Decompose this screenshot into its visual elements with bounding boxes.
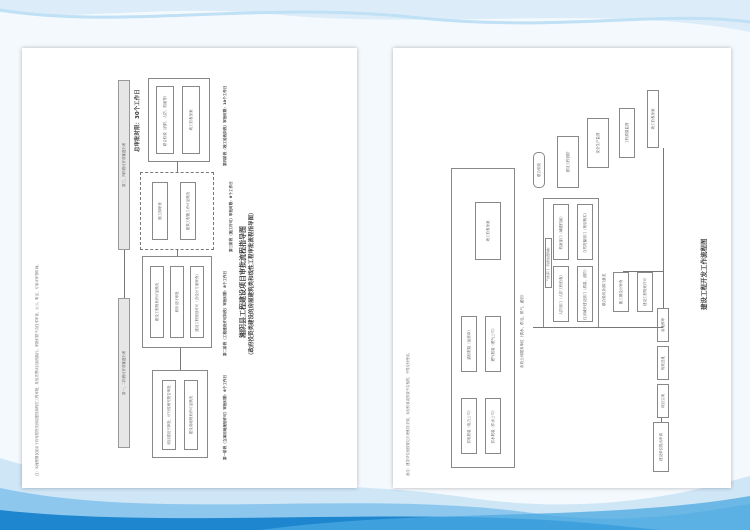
panel-item-5: 气象部门（防雷装置验收）: [545, 238, 552, 288]
flow-arrow-1: [180, 348, 181, 370]
top-box-1: 竣工验收备案: [647, 90, 659, 148]
lower-box-1: 供水报装（供水公司）: [485, 398, 501, 454]
left-subtitle: （政府投资类建设的房屋建筑类和线性工程审批流程指导图）: [249, 209, 255, 358]
flow-arrow-2: [177, 250, 178, 256]
stage1-box-2: 建设用地规划许可证核发: [184, 380, 198, 450]
stage2-label: 第二阶段（工程建设许可阶段）审批时限：8个工作日: [223, 270, 227, 356]
right-page: [393, 48, 731, 488]
right-note: 备注：建设单位应按规定办理相关手续，未经验收或验收不合格的，不得交付使用。: [406, 350, 410, 476]
stage1-label: 第一阶段（立项用地规划许可）审批时限：6个工作日: [223, 374, 227, 460]
center-box-2: 施工图设计审查: [613, 272, 629, 312]
left-page: [22, 48, 357, 488]
bottom-gray-box-right: 第三、四阶段可并联推进办理: [118, 80, 130, 250]
flow-arrow-3: [177, 162, 178, 172]
lower-title: 市政公用服务单位（供水、供电、供气、通信）: [520, 292, 524, 368]
left-page-content: [22, 48, 357, 488]
stage1-box-1: 项目建议书审批、可行性研究报告审批: [162, 380, 176, 450]
stage4-label: 第四阶段（竣工验收阶段）审批时限：10个工作日: [223, 85, 227, 166]
start-box: 建设单位提出申请: [653, 422, 669, 472]
connector-3: [623, 271, 663, 272]
top-box-4: 建设工程消防: [557, 136, 579, 188]
connector-2: [663, 148, 664, 308]
left-chain-box-3: 用地预审: [657, 308, 669, 342]
top-box-2: 工程质量监督: [619, 108, 635, 158]
bottom-connector: [124, 250, 125, 298]
left-note: 注：本流程图仅适用于政府投资类房屋建筑和线性工程审批，其他类型项目参照执行。审批时限不含技术审查、公示、听证、专家评审等时间。: [35, 262, 39, 476]
right-title: 建设工程开发工作流程图: [700, 238, 708, 310]
lower-box-4: 通信报装（运营商）: [461, 316, 477, 372]
stage3-box-2: 建筑工程施工许可证核发: [180, 182, 196, 240]
stage2-box-1: 建设工程规划许可证核发: [150, 266, 164, 338]
panel-item-2: 自然资源部门（规划核实）: [577, 204, 593, 260]
stage2-box-2: 初步设计审批: [170, 266, 184, 338]
stage3-box-1: 施工图审查: [152, 182, 168, 240]
stage1-frame: [152, 370, 208, 458]
bottom-gray-box-left: 第一、二阶段可并联推进办理: [118, 298, 130, 448]
left-chain-box-2: 规划选址: [657, 346, 669, 380]
panel-item-3: 人防部门（人防工程验收）: [553, 266, 569, 322]
lower-box-5: 竣工验收备案: [475, 202, 501, 260]
connector-4: [533, 327, 663, 328]
lower-box-2: 供电报装（电力公司）: [461, 398, 477, 454]
panel-item-1: 住房城乡建设部门（质量、消防）: [577, 266, 593, 322]
right-page-content: [393, 48, 731, 488]
center-box-1: 建设工程规划许可: [637, 272, 653, 312]
left-chain-box-1: 项目立项: [657, 384, 669, 418]
left-title: 湘阴县工程建设项目审批流程指导图: [239, 226, 247, 338]
lower-box-3: 燃气报装（燃气公司）: [485, 316, 501, 372]
stage2-box-3: 建设工程规划许可（含设计方案审查）: [190, 266, 204, 338]
stage3-label: 第三阶段（施工许可）审批时限：6个工作日: [229, 181, 233, 252]
panel-title: 联合验收各部门意见: [602, 273, 606, 306]
top-box-3: 安全生产监督: [587, 118, 609, 168]
rounded-box: 联合验收: [533, 152, 545, 188]
stage4-box-2: 竣工验收备案: [182, 86, 200, 154]
panel-item-4: 档案部门（城建档案）: [553, 204, 569, 260]
stage4-box-1: 联合验收（消防、人防、档案等）: [156, 86, 174, 154]
connector-1: [661, 418, 662, 422]
total-time-label: 总审批时限：30个工作日: [135, 89, 141, 152]
